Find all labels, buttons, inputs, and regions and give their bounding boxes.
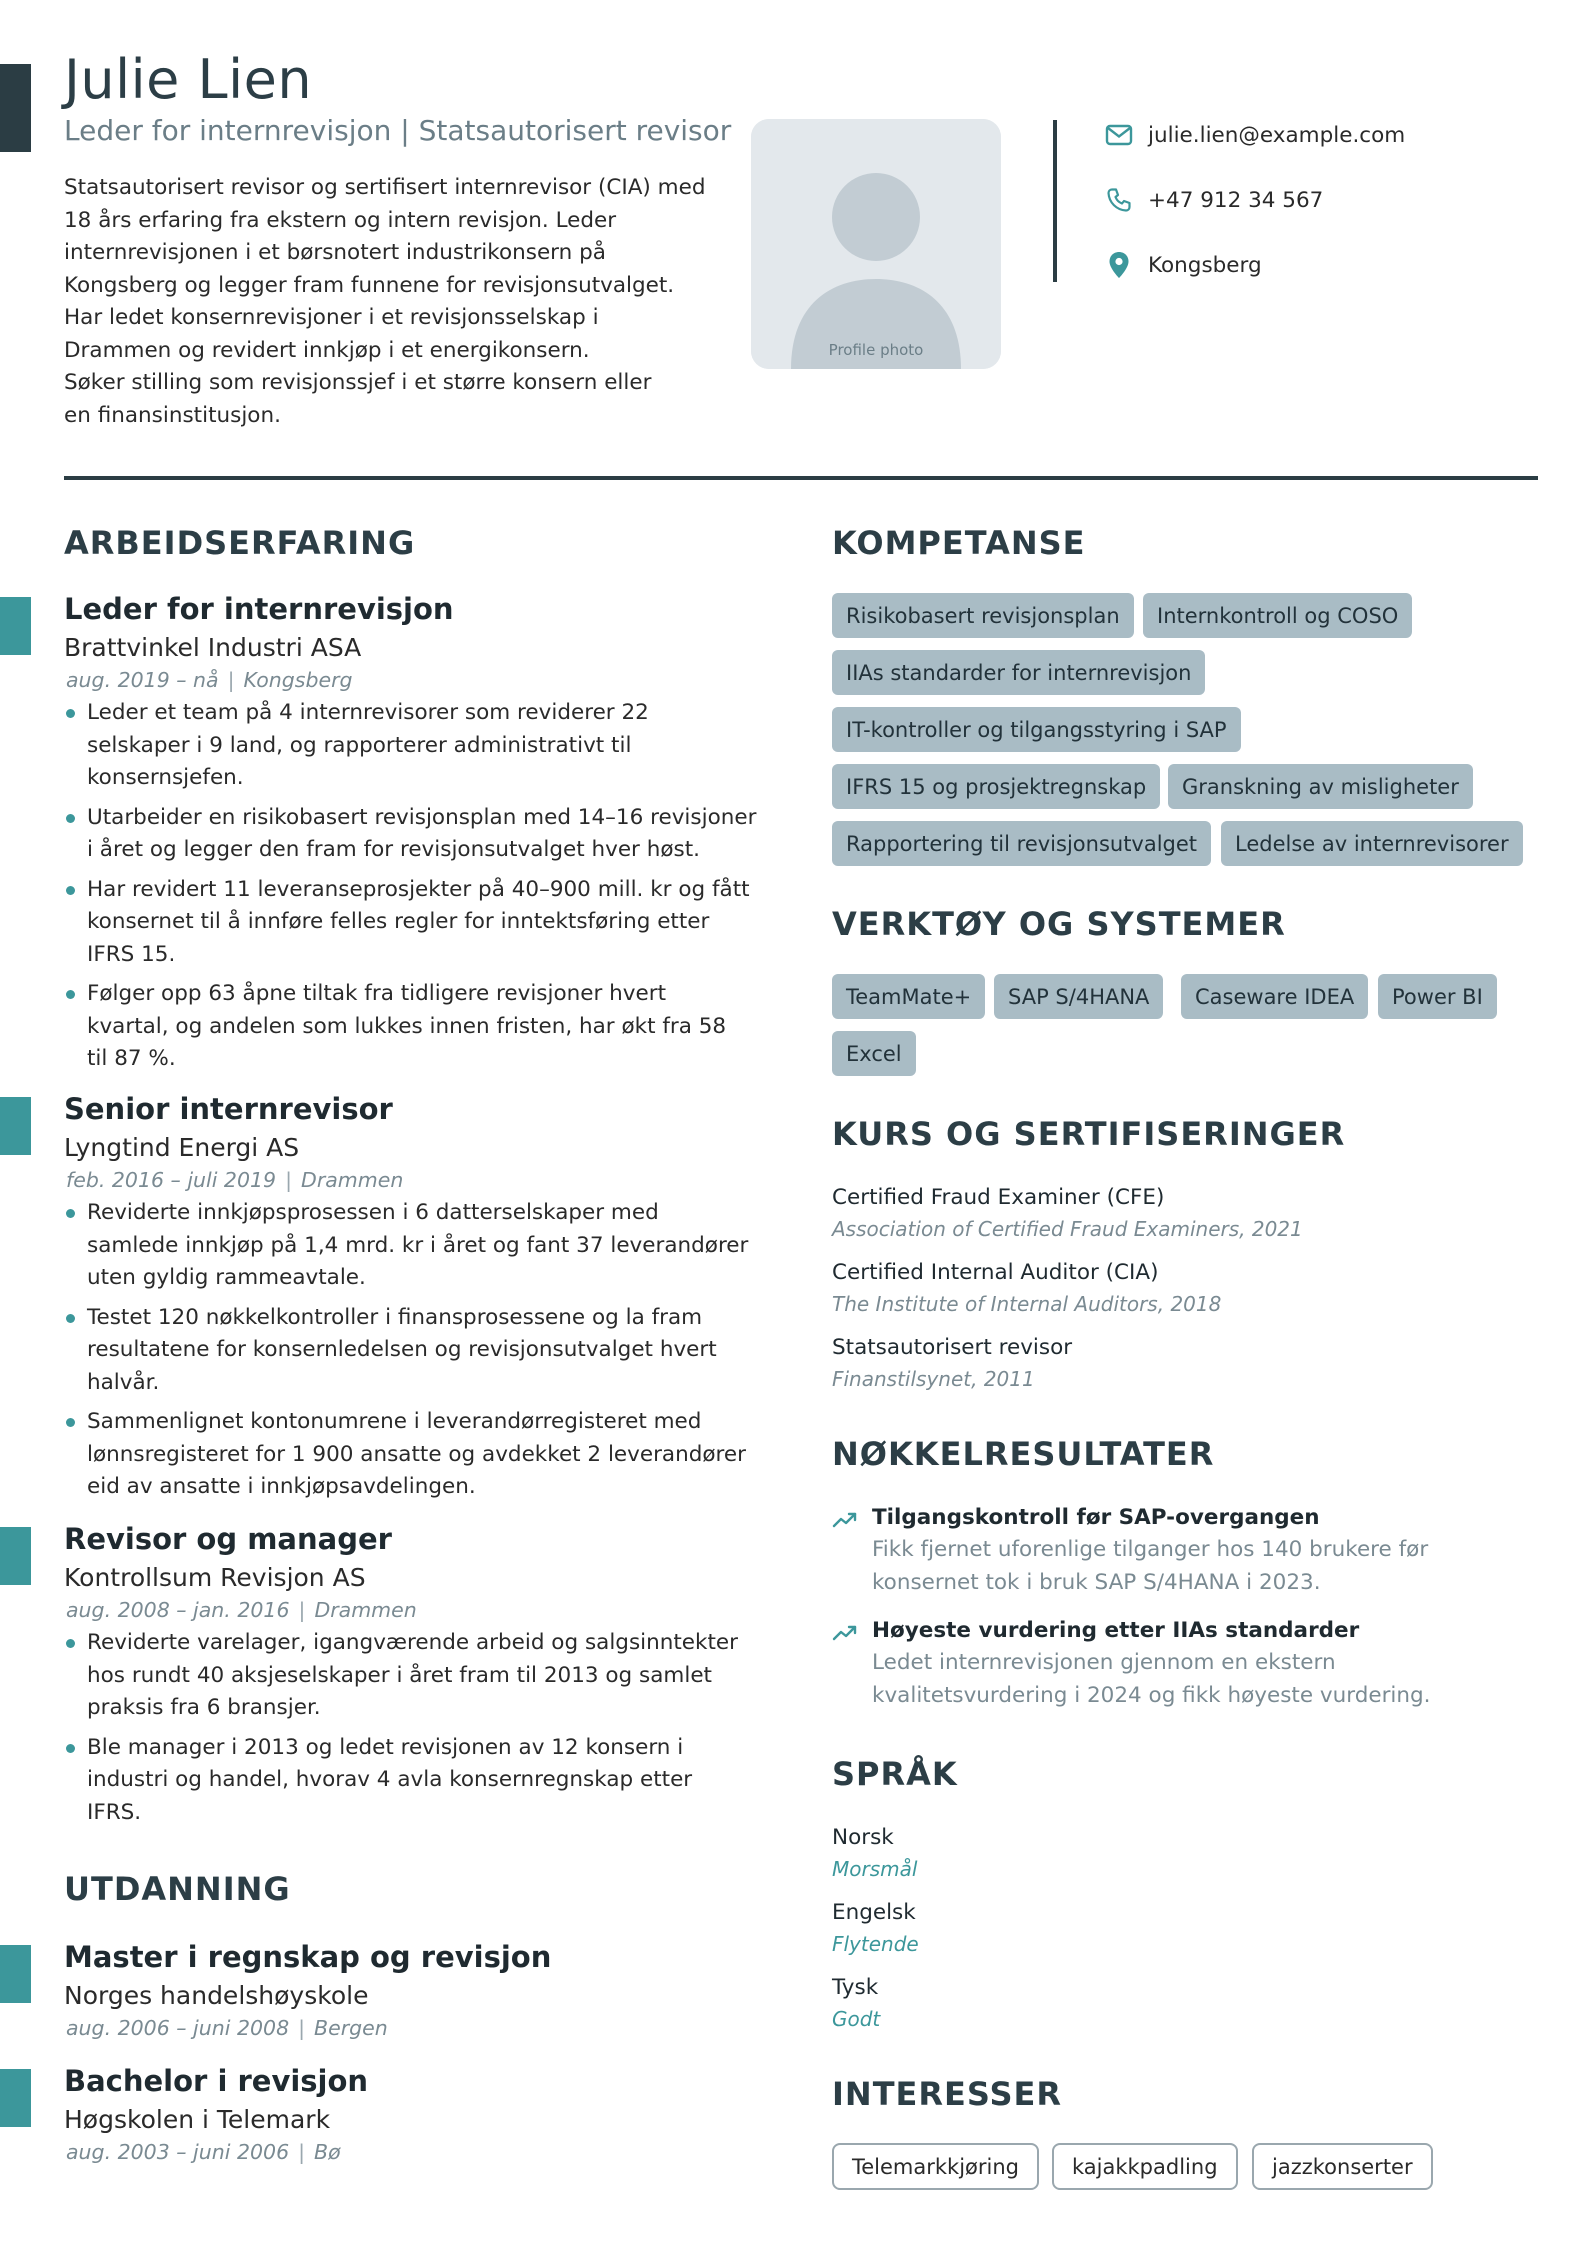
certification-issuer: Association of Certified Fraud Examiners, 2021: [832, 1217, 1303, 1241]
meta-separator: |: [298, 1598, 306, 1622]
contact-divider: [1053, 120, 1057, 282]
trend-up-icon: [832, 1510, 858, 1530]
language-name: Norsk: [832, 1825, 894, 1850]
photo-placeholder-label: Profile photo: [828, 341, 924, 359]
meta-separator: |: [227, 668, 235, 692]
skill-chip: Rapportering til revisjonsutvalget: [832, 821, 1211, 866]
tool-chip: TeamMate+: [832, 974, 985, 1019]
summary-line: Drammen og revidert innkjøp i et energikonsern.: [64, 337, 590, 363]
education-marker: [0, 1945, 31, 2003]
language-name: Tysk: [832, 1975, 879, 2000]
skill-chip: IFRS 15 og prosjektregnskap: [832, 764, 1160, 809]
job-marker: [0, 597, 31, 655]
interest-tag: kajakkpadling: [1052, 2143, 1238, 2190]
phone-text[interactable]: +47 912 34 567: [1148, 187, 1324, 213]
job-bullets: [64, 1627, 754, 1836]
profile-summary: [64, 172, 724, 432]
certification-issuer: Finanstilsynet, 2011: [832, 1367, 1035, 1391]
job-meta: [66, 1168, 403, 1192]
summary-line: Søker stilling som revisjonssjef i et større konsern eller: [64, 370, 652, 395]
results-heading: NØKKELRESULTATER: [832, 1435, 1215, 1473]
education-meta: [66, 2016, 388, 2040]
education-dates: aug. 2006 – juni 2008: [66, 2016, 290, 2040]
language-name: Engelsk: [832, 1900, 916, 1925]
education-school: Norges handelshøyskole: [64, 1981, 369, 2010]
job-title: Revisor og manager: [64, 1522, 392, 1556]
summary-line: Har ledet konsernrevisjoner i et revisjonsselskap i: [64, 305, 599, 330]
header-divider: [64, 476, 1538, 480]
job-dates: aug. 2019 – nå: [66, 668, 219, 692]
interest-tag: jazzkonserter: [1252, 2143, 1433, 2190]
job-meta: [66, 668, 353, 692]
job-bullet: Har revidert 11 leveranseprosjekter på 40–900 mill. kr og fått konsernet til å innføre felles regler for inntektsføring etter IFRS 15.: [64, 874, 754, 972]
email-text[interactable]: julie.lien@example.com: [1148, 122, 1406, 148]
meta-separator: |: [298, 2016, 306, 2040]
summary-line: Statsautorisert revisor og sertifisert internrevisor (CIA) med: [64, 175, 706, 200]
tool-chip: SAP S/4HANA: [994, 974, 1163, 1019]
job-bullet: Leder et team på 4 internrevisorer som reviderer 22 selskaper i 9 land, og rapporterer administrativt til konsernsjefen.: [64, 697, 754, 795]
education-marker: [0, 2069, 31, 2127]
profile-photo-placeholder: [751, 119, 1001, 369]
result-title: Tilgangskontroll før SAP-overgangen: [872, 1505, 1320, 1530]
contact-phone[interactable]: [1104, 185, 1323, 215]
education-school: Høgskolen i Telemark: [64, 2105, 331, 2134]
candidate-name: Julie Lien: [64, 48, 313, 111]
skill-chip: Internkontroll og COSO: [1143, 593, 1412, 638]
location-pin-icon: [1104, 250, 1134, 280]
language-level: Godt: [832, 2007, 881, 2031]
interest-tag: Telemarkkjøring: [832, 2143, 1039, 2190]
education-dates: aug. 2003 – juni 2006: [66, 2140, 290, 2164]
summary-line: Kongsberg og legger fram funnene for revisjonsutvalget.: [64, 272, 675, 298]
job-bullets: [64, 1197, 754, 1511]
certification-issuer: The Institute of Internal Auditors, 2018: [832, 1292, 1222, 1316]
job-location: Drammen: [301, 1168, 404, 1192]
languages-heading: SPRÅK: [832, 1755, 958, 1793]
tool-chip: Power BI: [1378, 974, 1497, 1019]
tool-chip: Excel: [832, 1031, 916, 1076]
skill-chip: Granskning av misligheter: [1168, 764, 1473, 809]
job-location: Drammen: [314, 1598, 417, 1622]
job-title: Leder for internrevisjon: [64, 592, 454, 626]
job-title: Senior internrevisor: [64, 1092, 393, 1126]
job-bullet: Utarbeider en risikobasert revisjonsplan med 14–16 revisjoner i året og legger den fram for revisjonsutvalget hver høst.: [64, 802, 754, 867]
candidate-headline: Leder for internrevisjon | Statsautorisert revisor: [64, 114, 732, 147]
education-degree: Master i regnskap og revisjon: [64, 1940, 552, 1974]
summary-line: 18 års erfaring fra ekstern og intern revisjon. Leder: [64, 207, 617, 233]
job-meta: [66, 1598, 417, 1622]
education-degree: Bachelor i revisjon: [64, 2064, 369, 2098]
job-bullet: Reviderte innkjøpsprosessen i 6 datterselskaper med samlede innkjøp på 1,4 mrd. kr i året og fant 37 leverandører uten gyldig rammeavtale.: [64, 1197, 754, 1295]
skill-chip: Ledelse av internrevisorer: [1221, 821, 1523, 866]
skill-chip: IIAs standarder for internrevisjon: [832, 650, 1205, 695]
result-title: Høyeste vurdering etter IIAs standarder: [872, 1618, 1360, 1643]
experience-heading: ARBEIDSERFARING: [64, 524, 416, 562]
meta-separator: |: [285, 1168, 293, 1192]
job-bullet: Reviderte varelager, igangværende arbeid og salgsinntekter hos rundt 40 aksjeselskaper i året fram til 2013 og samlet praksis fra 6 bransjer.: [64, 1627, 754, 1725]
certifications-heading: KURS OG SERTIFISERINGER: [832, 1115, 1346, 1153]
job-marker: [0, 1097, 31, 1155]
result-description: Fikk fjernet uforenlige tilganger hos 140 brukere før konsernet tok i bruk SAP S/4HANA i 2023.: [872, 1537, 1429, 1595]
job-bullet: Testet 120 nøkkelkontroller i finansprosessene og la fram resultatene for konsernledelsen og revisjonsutvalget hvert halvår.: [64, 1302, 754, 1400]
job-dates: feb. 2016 – juli 2019: [66, 1168, 277, 1192]
summary-line: internrevisjonen i et børsnotert industrikonsern på: [64, 240, 606, 265]
job-dates: aug. 2008 – jan. 2016: [66, 1598, 290, 1622]
language-level: Flytende: [832, 1932, 919, 1956]
tool-chip: Caseware IDEA: [1181, 974, 1368, 1019]
job-bullets: [64, 697, 757, 1083]
interests-heading: INTERESSER: [832, 2075, 1063, 2113]
result-description: Ledet internrevisjonen gjennom en ekstern kvalitetsvurdering i 2024 og fikk høyeste vurdering.: [872, 1650, 1431, 1708]
tools-heading: VERKTØY OG SYSTEMER: [832, 905, 1286, 943]
education-location: Bø: [314, 2140, 341, 2164]
meta-separator: |: [298, 2140, 306, 2164]
skill-chip: IT-kontroller og tilgangsstyring i SAP: [832, 707, 1241, 752]
summary-line: en finansinstitusjon.: [64, 402, 281, 428]
job-company: Kontrollsum Revisjon AS: [64, 1563, 366, 1592]
certification-name: Certified Fraud Examiner (CFE): [832, 1185, 1165, 1210]
skills-heading: KOMPETANSE: [832, 524, 1086, 562]
contact-email[interactable]: [1104, 120, 1405, 150]
job-location: Kongsberg: [243, 668, 353, 692]
certification-name: Certified Internal Auditor (CIA): [832, 1260, 1159, 1285]
job-bullet: Følger opp 63 åpne tiltak fra tidligere revisjoner hvert kvartal, og andelen som lukkes innen fristen, har økt fra 58 til 87 %.: [64, 978, 754, 1076]
location-text: Kongsberg: [1148, 252, 1262, 278]
contact-location: [1104, 250, 1262, 280]
phone-icon: [1104, 185, 1134, 215]
job-company: Lyngtind Energi AS: [64, 1133, 300, 1162]
job-marker: [0, 1527, 31, 1585]
trend-up-icon: [832, 1623, 858, 1643]
education-meta: [66, 2140, 341, 2164]
avatar-silhouette-icon: [751, 119, 1001, 369]
language-level: Morsmål: [832, 1857, 918, 1881]
job-bullet: Sammenlignet kontonumrene i leverandørregisteret med lønnsregisteret for 1 900 ansatte og avdekket 2 leverandører eid av ansatte i innkjøpsavdelingen.: [64, 1406, 754, 1504]
certification-name: Statsautorisert revisor: [832, 1335, 1073, 1360]
skill-chip: Risikobasert revisjonsplan: [832, 593, 1134, 638]
job-company: Brattvinkel Industri ASA: [64, 633, 362, 662]
education-location: Bergen: [314, 2016, 388, 2040]
header-accent-bar: [0, 64, 31, 152]
education-heading: UTDANNING: [64, 1870, 291, 1908]
mail-icon: [1104, 120, 1134, 150]
job-bullet: Ble manager i 2013 og ledet revisjonen av 12 konsern i industri og handel, hvorav 4 avla konsernregnskap etter IFRS.: [64, 1732, 754, 1830]
